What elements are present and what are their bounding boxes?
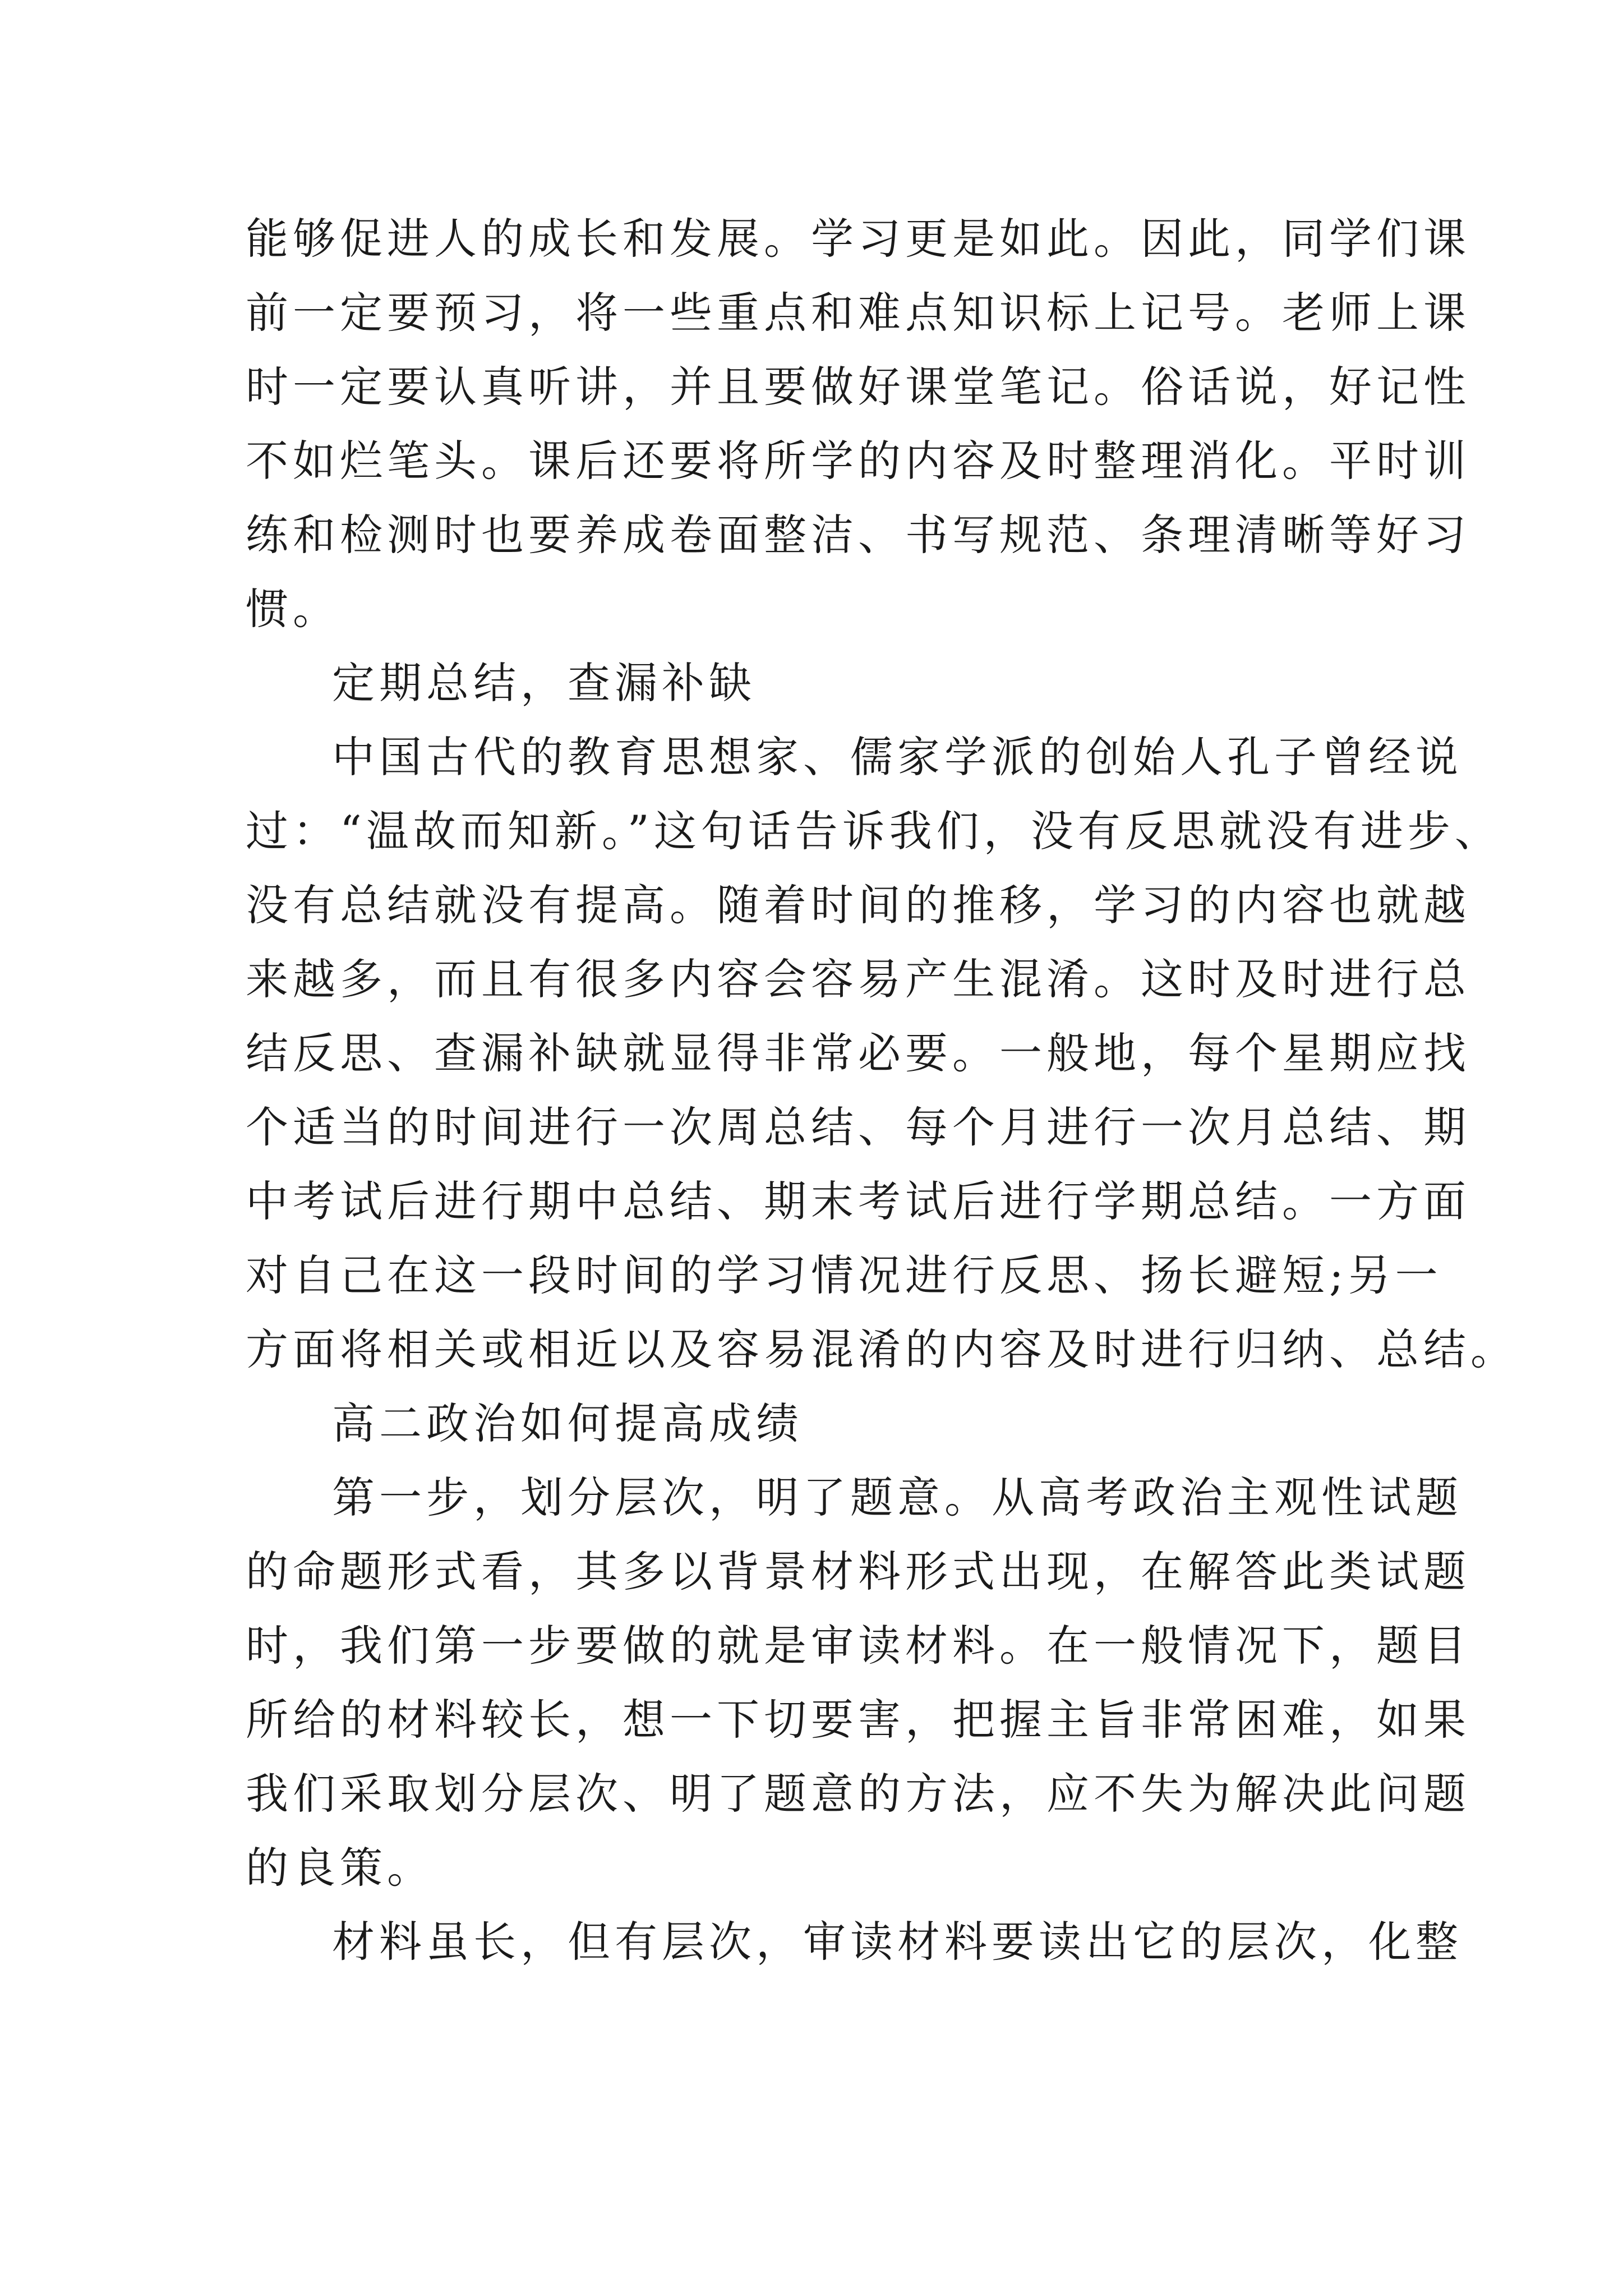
text-line: 我们采取划分层次、明了题意的方法，应不失为解决此问题: [246, 1769, 1470, 1819]
text-line: 惯。: [246, 584, 340, 634]
text-line: 时一定要认真听讲，并且要做好课堂笔记。俗话说，好记性: [246, 362, 1470, 412]
text-line: 的命题形式看，其多以背景材料形式出现，在解答此类试题: [246, 1547, 1470, 1596]
text-line: 所给的材料较长，想一下切要害，把握主旨非常困难，如果: [246, 1695, 1470, 1745]
text-line: 个适当的时间进行一次周总结、每个月进行一次月总结、期: [246, 1102, 1470, 1152]
text-line: 来越多，而且有很多内容会容易产生混淆。这时及时进行总: [246, 954, 1470, 1004]
text-line: 前一定要预习，将一些重点和难点知识标上记号。老师上课: [246, 288, 1470, 338]
text-line: 不如烂笔头。课后还要将所学的内容及时整理消化。平时训: [246, 436, 1470, 486]
text-line: 过：“温故而知新。”这句话告诉我们，没有反思就没有进步、: [246, 806, 1502, 856]
text-line: 结反思、查漏补缺就显得非常必要。一般地，每个星期应找: [246, 1028, 1470, 1078]
paragraph-first-line: 第一步，划分层次，明了题意。从高考政治主观性试题: [332, 1473, 1463, 1522]
section-heading: 定期总结，查漏补缺: [332, 658, 756, 708]
text-line: 能够促进人的成长和发展。学习更是如此。因此，同学们课: [246, 214, 1470, 264]
text-line: 对自己在这一段时间的学习情况进行反思、扬长避短;另一: [246, 1250, 1442, 1300]
text-line: 练和检测时也要养成卷面整洁、书写规范、条理清晰等好习: [246, 510, 1470, 560]
text-line: 没有总结就没有提高。随着时间的推移，学习的内容也就越: [246, 880, 1470, 930]
document-page: [246, 202, 1518, 1979]
section-heading: 高二政治如何提高成绩: [332, 1398, 803, 1448]
paragraph-first-line: 材料虽长，但有层次，审读材料要读出它的层次，化整: [332, 1917, 1463, 1967]
text-line: 中考试后进行期中总结、期末考试后进行学期总结。一方面: [246, 1176, 1470, 1226]
text-line: 时，我们第一步要做的就是审读材料。在一般情况下，题目: [246, 1621, 1470, 1671]
paragraph-first-line: 中国古代的教育思想家、儒家学派的创始人孔子曾经说: [332, 732, 1463, 782]
text-line: 的良策。: [246, 1843, 434, 1893]
text-line: 方面将相关或相近以及容易混淆的内容及时进行归纳、总结。: [246, 1324, 1518, 1374]
